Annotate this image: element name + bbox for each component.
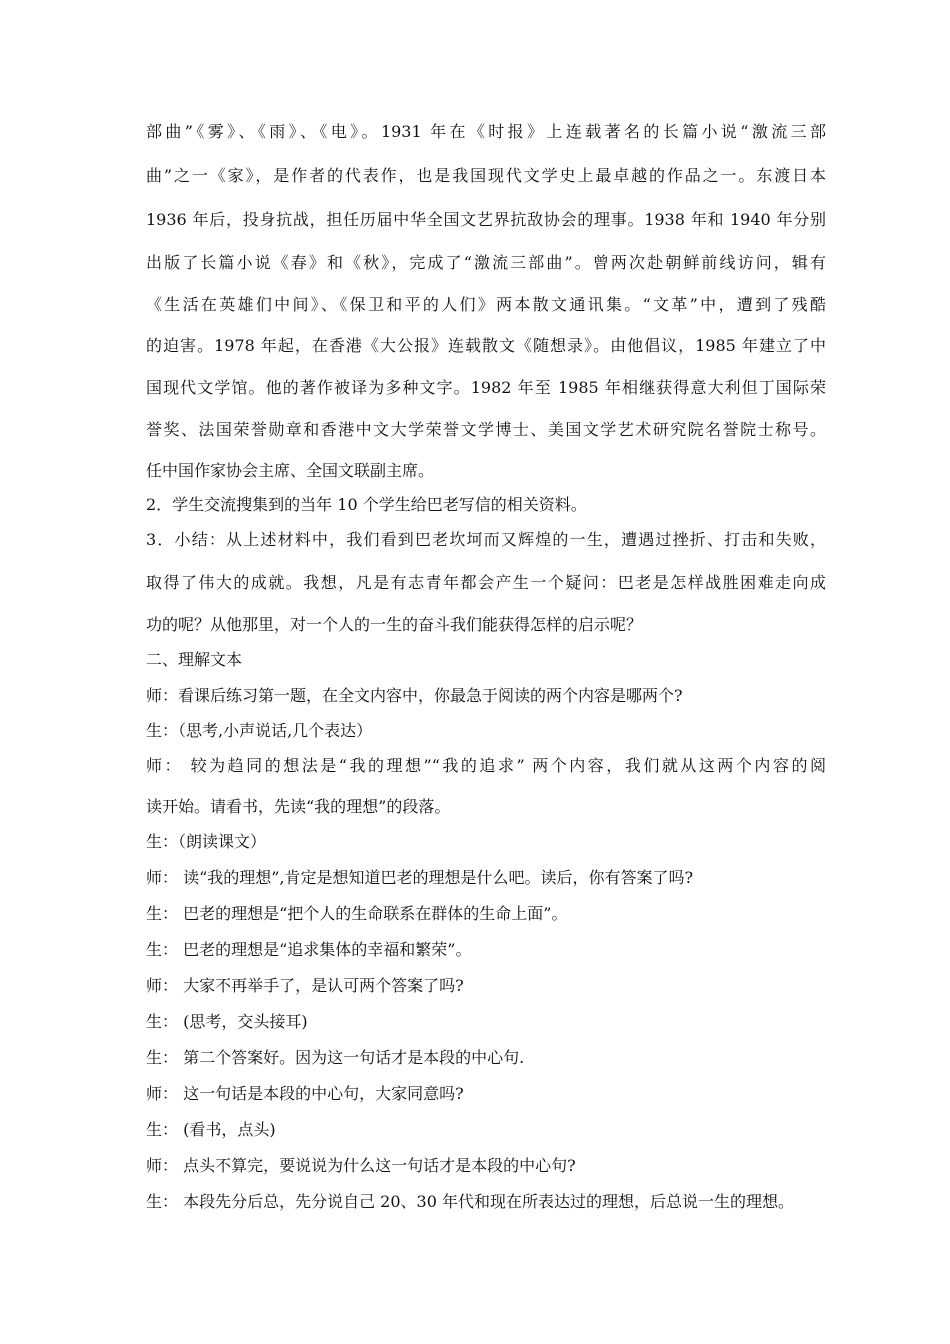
dialogue-line: 生： (看书，点头) [146,1120,276,1139]
list-item-2: 2．学生交流搜集到的当年 10 个学生给巴老写信的相关资料。 [146,495,587,514]
bio-line: 《生活在英雄们中间》、《保卫和平的人们》两本散文通讯集。“文革”中，遭到了残酷 [146,295,826,314]
summary-line: 3．小结：从上述材料中，我们看到巴老坎坷而又辉煌的一生，遭遇过挫折、打击和失败， [146,530,826,549]
summary-line: 功的呢？从他那里，对一个人的一生的奋斗我们能获得怎样的启示呢？ [146,615,643,634]
bio-line: 任中国作家协会主席、全国文联副主席。 [146,461,435,480]
dialogue-line: 生： (思考，交头接耳) [146,1012,308,1031]
dialogue-line: 师：看课后练习第一题，在全文内容中，你最急于阅读的两个内容是哪两个? [146,686,683,705]
dialogue-line: 师： 较为趋同的想法是“我的理想”“我的追求” 两个内容，我们就从这两个内容的阅 [146,756,826,775]
summary-line: 取得了伟大的成就。我想，凡是有志青年都会产生一个疑问：巴老是怎样战胜困难走向成 [146,573,826,592]
dialogue-line: 生： 巴老的理想是“把个人的生命联系在群体的生命上面”。 [146,904,568,923]
bio-line: 曲”之一《家》，是作者的代表作，也是我国现代文学史上最卓越的作品之一。东渡日本 [146,166,826,185]
dialogue-line: 师： 读“我的理想”,肯定是想知道巴老的理想是什么吧。读后，你有答案了吗? [146,868,694,887]
dialogue-line: 生： 巴老的理想是“追求集体的幸福和繁荣”。 [146,940,472,959]
dialogue-line: 师： 大家不再举手了，是认可两个答案了吗? [146,976,464,995]
dialogue-line: 生： 本段先分后总，先分说自己 20、30 年代和现在所表达过的理想，后总说一生的理想。 [146,1192,794,1211]
dialogue-line: 师： 点头不算完，要说说为什么这一句话才是本段的中心句? [146,1156,576,1175]
bio-line: 国现代文学馆。他的著作被译为多种文字。1982 年至 1985 年相继获得意大利但丁国际荣 [146,378,826,397]
bio-line: 1936 年后，投身抗战，担任历届中华全国文艺界抗敌协会的理事。1938 年和 1940 年分别 [146,210,826,229]
dialogue-line: 读开始。请看书，先读“我的理想”的段落。 [146,797,451,816]
bio-line: 的迫害。1978 年起，在香港《大公报》连载散文《随想录》。由他倡议，1985 年建立了中 [146,336,826,355]
dialogue-line: 生： 第二个答案好。因为这一句话才是本段的中心句. [146,1048,525,1067]
dialogue-line: 师： 这一句话是本段的中心句，大家同意吗? [146,1084,464,1103]
bio-line: 部曲”《雾》、《雨》、《电》。1931 年在《时报》上连载著名的长篇小说“激流三部 [146,122,826,141]
bio-line: 出版了长篇小说《春》和《秋》，完成了“激流三部曲”。曾两次赴朝鲜前线访问，辑有 [146,253,826,272]
dialogue-line: 生：（思考,小声说话,几个表达） [146,721,373,740]
section-heading: 二、理解文本 [146,650,243,669]
bio-line: 誉奖、法国荣誉勋章和香港中文大学荣誉文学博士、美国文学艺术研究院名誉院士称号。 [146,420,826,439]
dialogue-line: 生：（朗读课文） [146,832,267,851]
